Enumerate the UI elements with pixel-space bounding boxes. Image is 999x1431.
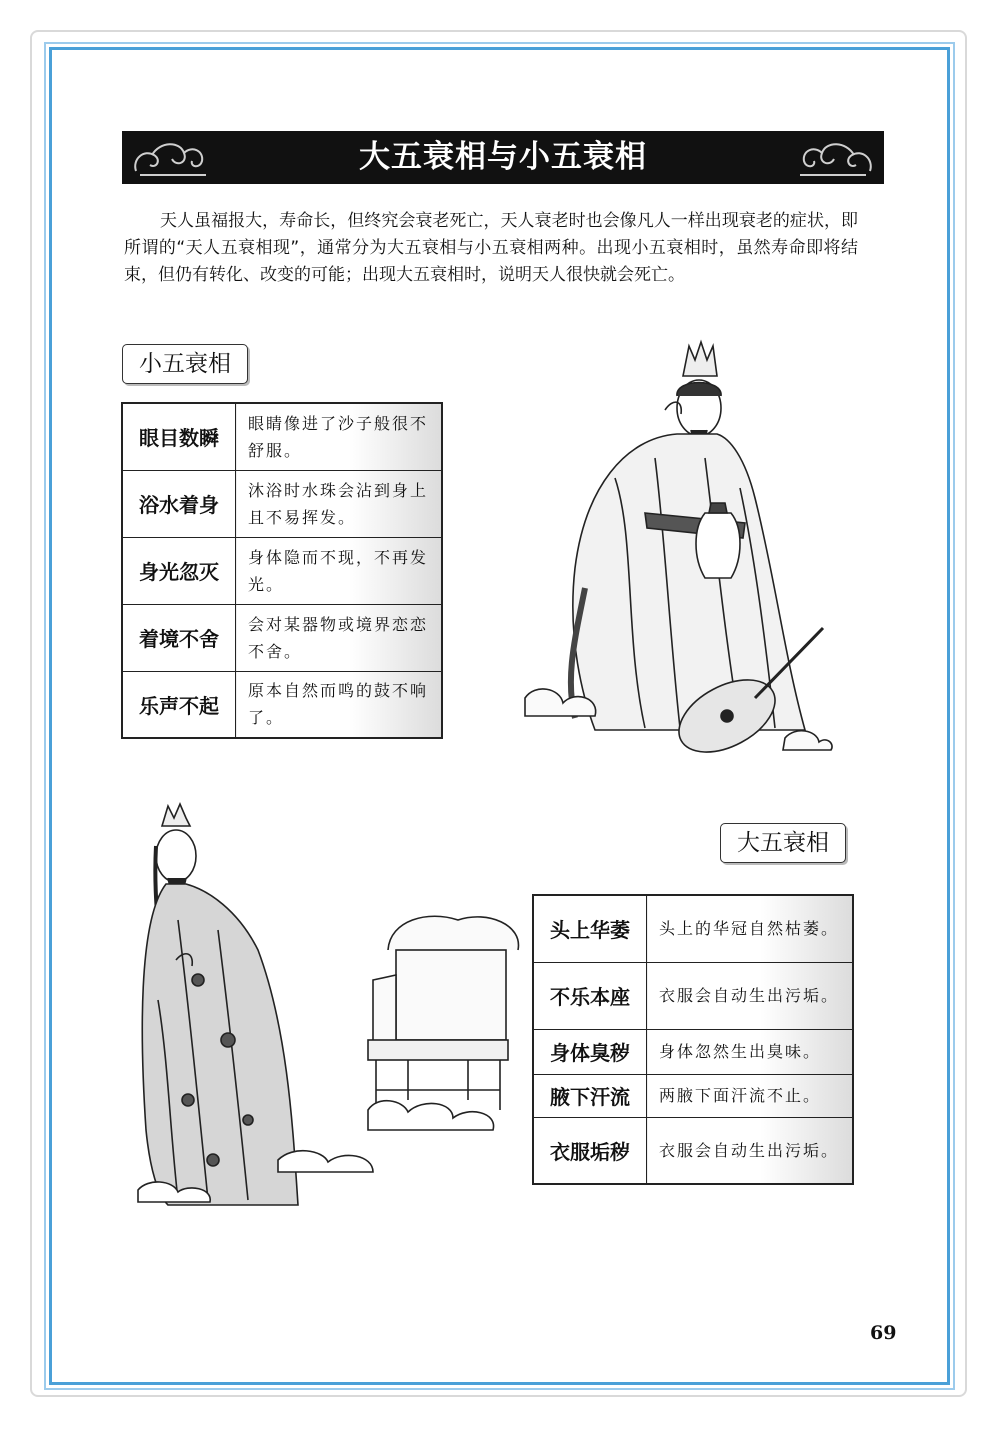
sign-description: 身体忽然生出臭味。 [647,1029,854,1074]
table-row [533,1117,853,1184]
page-title: 大五衰相与小五衰相 [359,139,647,175]
sign-description: 两腋下面汗流不止。 [647,1074,854,1117]
table-row [122,470,442,537]
sign-description: 原本自然而鸣的鼓不响了。 [236,671,443,738]
sign-name: 衣服垢秽 [533,1117,647,1184]
celestial-with-pipa-illustration [505,338,835,753]
table-row [533,1074,853,1117]
sign-description: 衣服会自动生出污垢。 [647,962,854,1029]
intro-paragraph: 天人虽福报大，寿命长，但终究会衰老死亡，天人衰老时也会像凡人一样出现衰老的症状，即所谓的“天人五衰相现”，通常分为大五衰相与小五衰相两种。出现小五衰相时，虽然寿命即将结束，但仍有转化、改变的可能；出现大五衰相时，说明天人很快就会死亡。 [124,211,858,285]
sign-name: 不乐本座 [533,962,647,1029]
small-signs-table [121,402,443,739]
table-row [533,962,853,1029]
sign-name: 腋下汗流 [533,1074,647,1117]
sign-name: 头上华萎 [533,895,647,962]
sign-name: 眼目数瞬 [122,403,236,470]
sign-description: 会对某器物或境界恋恋不舍。 [236,604,443,671]
sign-name: 乐声不起 [122,671,236,738]
page-number: 69 [870,1322,897,1344]
table-row [122,403,442,470]
title-banner [122,131,884,184]
sign-name: 身体臭秽 [533,1029,647,1074]
large-signs-table [532,894,854,1185]
table-row [533,1029,853,1074]
table-row [122,604,442,671]
celestial-with-throne-illustration [128,800,528,1220]
sign-description: 沐浴时水珠会沾到身上且不易挥发。 [236,470,443,537]
large-signs-label: 大五衰相 [720,823,846,863]
sign-description: 身体隐而不现，不再发光。 [236,537,443,604]
table-row [122,671,442,738]
sign-description: 头上的华冠自然枯萎。 [647,895,854,962]
sign-name: 着境不舍 [122,604,236,671]
sign-description: 眼睛像进了沙子般很不舒服。 [236,403,443,470]
small-signs-label: 小五衰相 [122,344,248,384]
table-row [122,537,442,604]
sign-name: 身光忽灭 [122,537,236,604]
table-row [533,895,853,962]
sign-name: 浴水着身 [122,470,236,537]
sign-description: 衣服会自动生出污垢。 [647,1117,854,1184]
